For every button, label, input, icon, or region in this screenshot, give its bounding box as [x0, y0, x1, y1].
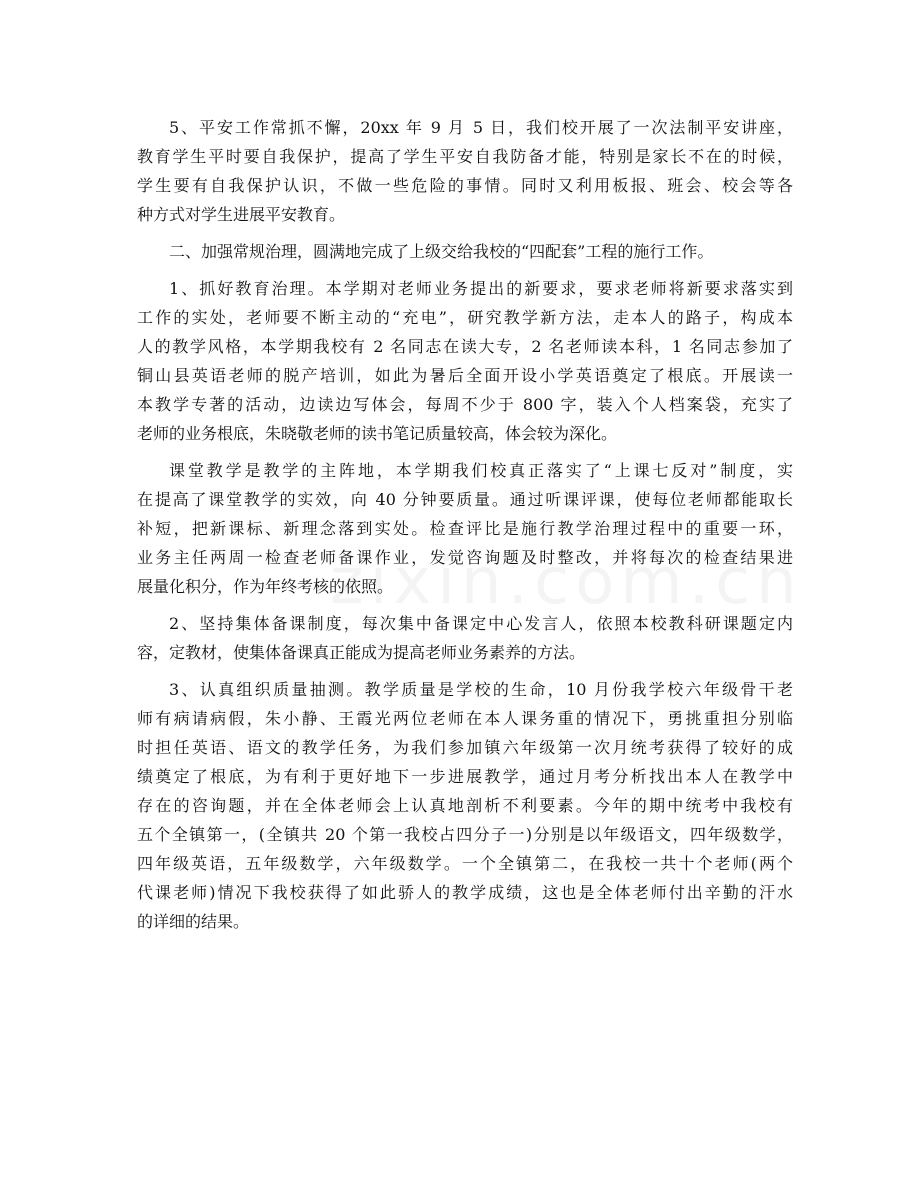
text-line: 业务主任两周一检查老师备课作业，发觉咨询题及时整改，并将每次的检查结果进	[137, 548, 793, 567]
text-line: 5、平安工作常抓不懈，20xx 年 9 月 5 日，我们校开展了一次法制平安讲座，	[169, 118, 793, 137]
text-line: 2、坚持集体备课制度，每次集中备课定中心发言人，依照本校教科研课题定内	[169, 614, 793, 633]
text-line: 1、抓好教育治理。本学期对老师业务提出的新要求，要求老师将新要求落实到	[169, 279, 793, 298]
text-line: 代课老师)情况下我校获得了如此骄人的教学成绩，这也是全体老师付出辛勤的汗水	[137, 883, 793, 902]
paragraph	[137, 274, 793, 448]
text-line: 本教学专著的活动，边读边写体会，每周不少于 800 字，装入个人档案袋，充实了	[137, 395, 793, 414]
text-line: 学生要有自我保护认识，不做一些危险的事情。同时又利用板报、班会、校会等各	[137, 176, 793, 195]
document-body	[137, 113, 793, 944]
text-line: 教育学生平时要自我保护，提高了学生平安自我防备才能，特别是家长不在的时候，	[137, 147, 793, 166]
text-line: 补短，把新课标、新理念落到实处。检查评比是施行教学治理过程中的重要一环，	[137, 519, 793, 538]
text-line: 的详细的结果。	[137, 912, 250, 931]
text-line: 存在的咨询题，并在全体老师会上认真地剖析不利要素。今年的期中统考中我校有	[137, 796, 793, 815]
text-line: 课堂教学是教学的主阵地，本学期我们校真正落实了“上课七反对”制度，实	[169, 461, 793, 480]
text-line: 工作的实处，老师要不断主动的“充电”，研究教学新方法，走本人的路子，构成本	[137, 308, 793, 327]
text-line: 容，定教材，使集体备课真正能成为提高老师业务素养的方法。	[137, 643, 586, 662]
paragraph	[137, 456, 793, 601]
text-line: 时担任英语、语文的教学任务，为我们参加镇六年级第一次月统考获得了较好的成	[137, 738, 793, 757]
text-line: 四年级英语，五年级数学，六年级数学。一个全镇第二，在我校一共十个老师(两个	[137, 854, 793, 873]
paragraph	[137, 237, 793, 266]
text-line: 在提高了课堂教学的实效，向 40 分钟要质量。通过听课评课，使每位老师都能取长	[137, 490, 793, 509]
text-line: 展量化积分，作为年终考核的依照。	[137, 577, 394, 596]
paragraph	[137, 113, 793, 229]
paragraph	[137, 609, 793, 667]
paragraph	[137, 675, 793, 936]
text-line: 二、加强常规治理，圆满地完成了上级交给我校的“四配套”工程的施行工作。	[169, 242, 714, 261]
text-line: 老师的业务根底，朱晓敬老师的读书笔记质量较高，体会较为深化。	[137, 424, 618, 443]
text-line: 师有病请病假，朱小静、王霞光两位老师在本人课务重的情况下，勇挑重担分别临	[137, 709, 793, 728]
text-line: 种方式对学生进展平安教育。	[137, 205, 346, 224]
text-line: 五个全镇第一，(全镇共 20 个第一我校占四分子一)分别是以年级语文，四年级数学，	[137, 825, 793, 844]
text-line: 铜山县英语老师的脱产培训，如此为暑后全面开设小学英语奠定了根底。开展读一	[137, 366, 793, 385]
text-line: 绩奠定了根底，为有利于更好地下一步进展教学，通过月考分析找出本人在教学中	[137, 767, 793, 786]
text-line: 人的教学风格，本学期我校有 2 名同志在读大专，2 名老师读本科，1 名同志参加了	[137, 337, 793, 356]
text-line: 3、认真组织质量抽测。教学质量是学校的生命，10 月份我学校六年级骨干老	[169, 680, 793, 699]
